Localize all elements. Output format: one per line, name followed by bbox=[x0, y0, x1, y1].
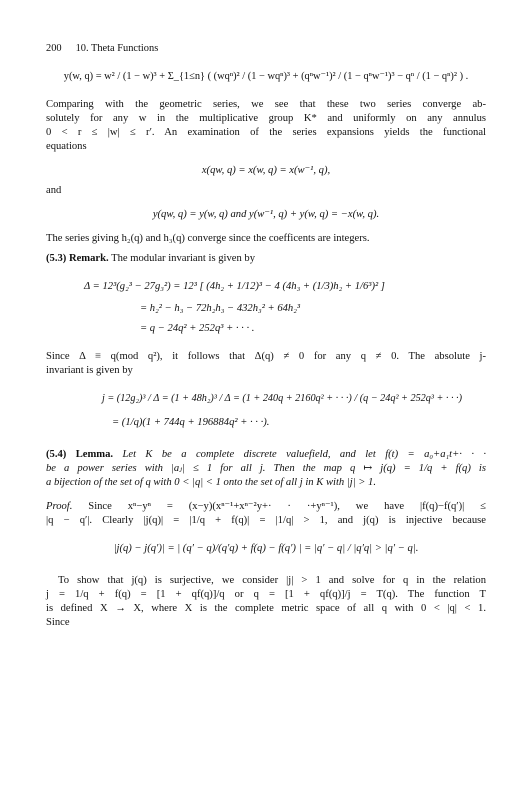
equation-line: Δ = 12³(g₂³ − 27g₃²) = 12³ [ (4h₂ + 1/12)³ − 4 (4h₃ + (1/3)h₂ + 1/6³)² ] bbox=[84, 281, 385, 292]
equation-y-series: y(w, q) = w² / (1 − w)³ + Σ_{1≤n} ( (wqⁿ)² / (1 − wqⁿ)³ + (qⁿw⁻¹)² / (1 − qⁿw⁻¹)³ − qⁿ / (1 − qⁿ)² ) . bbox=[63, 71, 469, 82]
paragraph-j-invariant bbox=[46, 350, 486, 378]
proof-label: Proof. bbox=[46, 501, 73, 512]
equation-injective: |j(q) − j(q′)| = | (q′ − q)/(q′q) + f(q) − f(q′) | = |q′ − q| / |q′q| > |q′ − q|. bbox=[113, 543, 419, 554]
proof-block bbox=[46, 500, 486, 528]
remark-heading bbox=[46, 252, 486, 266]
lemma-line bbox=[46, 448, 486, 462]
lemma-text: Let K be a complete discrete valuefield, and let f(t) = a₀+a₁t+· · · bbox=[122, 449, 487, 460]
proof-line: |q − q′|. Clearly |j(q)| = |1/q + f(q)| = |1/q| > 1, and j(q) is injective because bbox=[46, 515, 486, 526]
proof-text: Since xⁿ−yⁿ = (x−y)(xⁿ⁻¹+xⁿ⁻²y+· · ·+yⁿ⁻¹), we have |f(q)−f(q′)| ≤ bbox=[88, 501, 486, 512]
paragraph-convergence bbox=[46, 98, 486, 154]
text-line: is defined X → X, where X is the complete metric space of all q with 0 < |q| < 1. bbox=[46, 603, 486, 614]
lemma-line: be a power series with |aⱼ| ≤ 1 for all j. Then the map q ↦ j(q) = 1/q + f(q) is bbox=[46, 463, 486, 474]
text-line: Since bbox=[46, 617, 70, 628]
text-line: solutely for any w in the multiplicative group K* and uniformly on any annulus bbox=[46, 113, 486, 124]
page-number: 200 bbox=[46, 43, 62, 54]
text-line: equations bbox=[46, 141, 87, 152]
equation-line: = q − 24q² + 252q³ + · · · . bbox=[140, 323, 255, 334]
lemma-label: (5.4) Lemma. bbox=[46, 449, 114, 460]
equation-y-functional: y(qw, q) = y(w, q) and y(w⁻¹, q) + y(w, q) = −x(w, q). bbox=[152, 209, 380, 220]
remark-label: (5.3) Remark. bbox=[46, 253, 109, 264]
equation-line: = (1/q)(1 + 744q + 196884q² + · · ·). bbox=[112, 417, 270, 428]
chapter-title: 10. Theta Functions bbox=[75, 43, 159, 54]
paragraph-coefficients: The series giving h₂(q) and h₃(q) converge since the coefficents are integers. bbox=[46, 233, 370, 244]
running-header bbox=[46, 42, 486, 56]
text-line: j = 1/q + f(q) = [1 + qf(q)]/q or q = [1 + qf(q)]/j = T(q). The function T bbox=[46, 589, 486, 600]
proof-line bbox=[46, 500, 486, 514]
equation-delta bbox=[46, 280, 486, 336]
book-page bbox=[46, 42, 486, 630]
paragraph-surjective bbox=[46, 574, 486, 630]
text-line: Since Δ ≡ q(mod q²), it follows that Δ(q) ≠ 0 for any q ≠ 0. The absolute j- bbox=[46, 351, 486, 362]
equation-x-functional: x(qw, q) = x(w, q) = x(w⁻¹, q), bbox=[201, 165, 331, 176]
connective-and: and bbox=[46, 185, 62, 196]
remark-text: The modular invariant is given by bbox=[111, 253, 256, 264]
lemma-block bbox=[46, 448, 486, 490]
lemma-line: a bijection of the set of q with 0 < |q| < 1 onto the set of all j in K with |j| > 1. bbox=[46, 477, 377, 488]
equation-j bbox=[46, 392, 486, 430]
equation-line: = h₂² − h₃ − 72h₂h₃ − 432h₃² + 64h₂³ bbox=[140, 303, 301, 314]
text-line: To show that j(q) is surjective, we consider |j| > 1 and solve for q in the relation bbox=[58, 575, 486, 586]
text-line: Comparing with the geometric series, we see that these two series converge ab- bbox=[46, 99, 486, 110]
text-line: invariant is given by bbox=[46, 365, 133, 376]
equation-line: j = (12g₂)³ / Δ = (1 + 48h₂)³ / Δ = (1 + 240q + 2160q² + · · ·) / (q − 24q² + 252q³ + · · ·) bbox=[102, 393, 462, 404]
text-line: 0 < r ≤ |w| ≤ r′. An examination of the series expansions yields the functional bbox=[46, 127, 486, 138]
